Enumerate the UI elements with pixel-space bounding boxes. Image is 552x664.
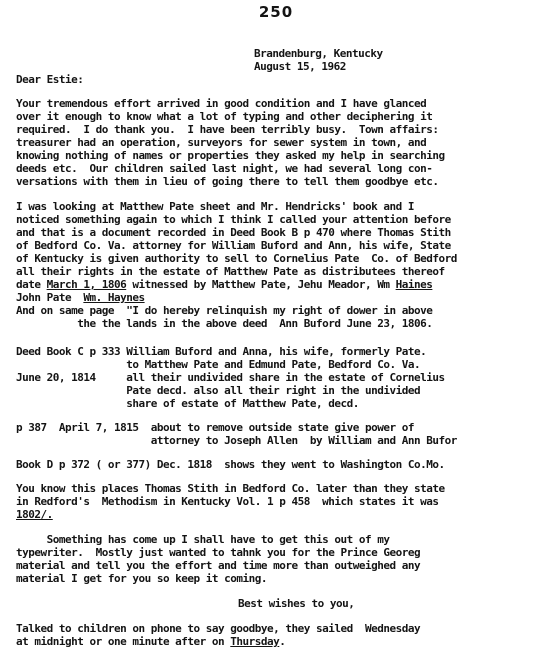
postscript-suffix: . <box>279 635 286 648</box>
para2-date-line <box>16 278 432 291</box>
quote-line: the the lands in the above deed Ann Buford June 23, 1806. <box>16 317 433 330</box>
deed-c-line: June 20, 1814 all their undivided share in the estate of Cornelius <box>16 371 445 384</box>
para1-line: knowing nothing of names or properties they asked my help in searching <box>16 149 445 162</box>
underlined-year: 1802/. <box>16 508 53 521</box>
para2-line: of Kentucky is given authority to sell to Cornelius Pate Co. of Bedford <box>16 252 457 265</box>
date-prefix: date <box>16 278 47 291</box>
names-prefix: John Pate <box>16 291 84 304</box>
para1-line: required. I do thank you. I have been terribly busy. Town affairs: <box>16 123 439 136</box>
para1-line: deeds etc. Our children sailed last night, we had several long con- <box>16 162 433 175</box>
quote-line: And on same page "I do hereby relinquish my right of dower in above <box>16 304 433 317</box>
letter-place: Brandenburg, Kentucky <box>254 47 383 60</box>
closing: Best wishes to you, <box>238 597 355 610</box>
para2-line: all their rights in the estate of Matthew Pate as distributees thereof <box>16 265 445 278</box>
book-d-line: Book D p 372 ( or 377) Dec. 1818 shows they went to Washington Co.Mo. <box>16 458 445 471</box>
para2-line: of Bedford Co. Va. attorney for William Buford and Ann, his wife, State <box>16 239 451 252</box>
para1-line: versations with them in lieu of going there to tell them goodbye etc. <box>16 175 439 188</box>
para1-line: treasurer had an operation, surveyors for sewer system in town, and <box>16 136 427 149</box>
deed-c-line: share of estate of Matthew Pate, decd. <box>16 397 359 410</box>
witness-text: witnessed by Matthew Pate, Jehu Meador, Wm <box>126 278 396 291</box>
para1-line: Your tremendous effort arrived in good condition and I have glanced <box>16 97 427 110</box>
postscript-prefix: at midnight or one minute after on <box>16 635 231 648</box>
para3-year <box>16 508 53 521</box>
para4-line: material and tell you the effort and time more than outweighed any <box>16 559 421 572</box>
underlined-name: Wm. Haynes <box>83 291 145 304</box>
para2-line: I was looking at Matthew Pate sheet and Mr. Hendricks' book and I <box>16 200 414 213</box>
underlined-date: March 1, 1806 <box>46 278 127 291</box>
letter-date: August 15, 1962 <box>254 60 346 73</box>
salutation: Dear Estie: <box>16 73 84 86</box>
para1-line: over it enough to know what a lot of typing and other deciphering it <box>16 110 433 123</box>
deed-c-line: Pate decd. also all their right in the undivided <box>16 384 421 397</box>
para3-line: You know this places Thomas Stith in Bedford Co. later than they state <box>16 482 445 495</box>
postscript-line <box>16 635 285 648</box>
p387-line: attorney to Joseph Allen by William and Ann Bufor <box>16 434 457 447</box>
para4-line: typewriter. Mostly just wanted to tahnk you for the Prince Georeg <box>16 546 421 559</box>
p387-line: p 387 April 7, 1815 about to remove outside state give power of <box>16 421 414 434</box>
para2-names-line <box>16 291 145 304</box>
underlined-name: Haines <box>395 278 433 291</box>
deed-c-line: Deed Book C p 333 William Buford and Anna, his wife, formerly Pate. <box>16 345 427 358</box>
deed-c-line: to Matthew Pate and Edmund Pate, Bedford Co. Va. <box>16 358 421 371</box>
para2-line: noticed something again to which I think I called your attention before <box>16 213 451 226</box>
underlined-day: Thursday <box>230 635 280 648</box>
postscript-line: Talked to children on phone to say goodbye, they sailed Wednesday <box>16 622 421 635</box>
page-number: 250 <box>258 3 294 21</box>
para3-line: in Redford's Methodism in Kentucky Vol. 1 p 458 which states it was <box>16 495 439 508</box>
para4-line: Something has come up I shall have to get this out of my <box>16 533 390 546</box>
para2-line: and that is a document recorded in Deed Book B p 470 where Thomas Stith <box>16 226 451 239</box>
para4-line: material I get for you so keep it coming. <box>16 572 268 585</box>
